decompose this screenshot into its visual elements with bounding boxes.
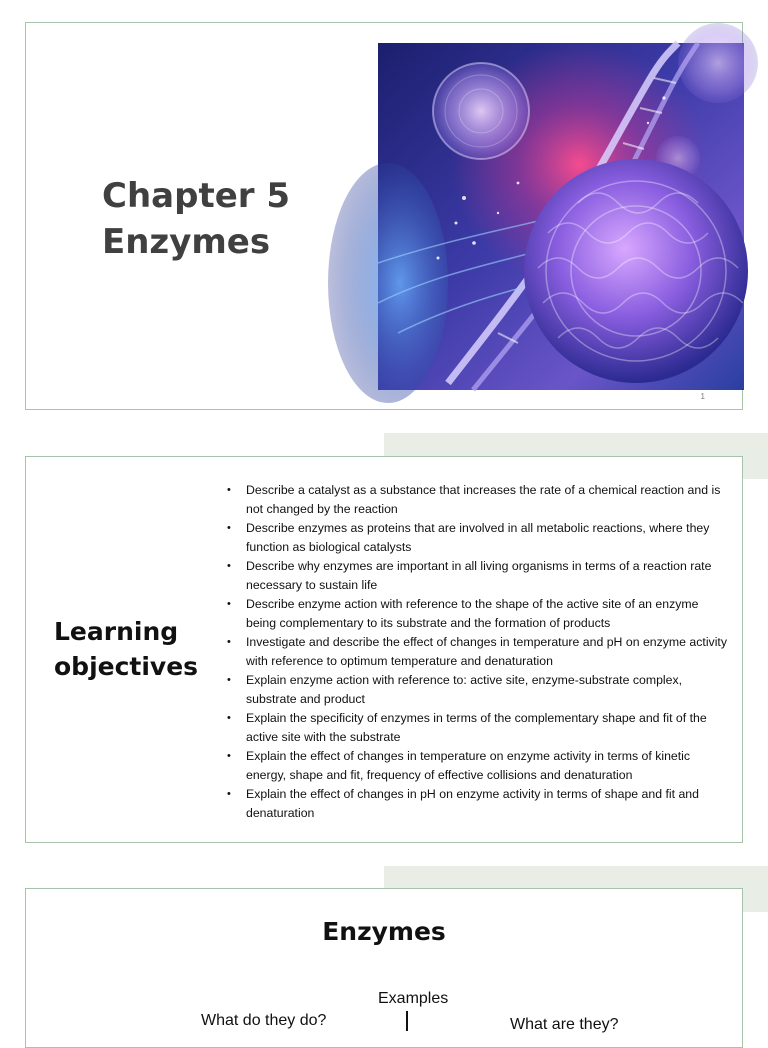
slide-learning-objectives [25,456,743,843]
learning-objectives-heading [54,614,198,684]
objective-item: • Explain the effect of changes in temperature on enzyme activity in terms of kinetic energy, shape and fit, frequency of effective collisions and denaturation [227,747,727,785]
objective-item: • Explain the effect of changes in pH on enzyme activity in terms of shape and fit and denaturation [227,785,727,823]
enzymes-title: Enzymes [322,917,446,946]
objective-item: • Explain the specificity of enzymes in terms of the complementary shape and fit of the active site with the substrate [227,709,727,747]
objective-item: • Investigate and describe the effect of changes in temperature and pH on enzyme activity with reference to optimum temperature and denaturation [227,633,727,671]
objective-item: • Describe why enzymes are important in all living organisms in terms of a reaction rate necessary to sustain life [227,557,727,595]
objective-item: • Explain enzyme action with reference to: active site, enzyme-substrate complex, substrate and product [227,671,727,709]
chapter-title-line1: Chapter 5 [102,176,291,216]
heading-line2: objectives [54,652,199,681]
connector-line [406,1011,408,1031]
heading-line1: Learning [54,617,179,646]
slide-enzymes [25,888,743,1048]
what-do-they-do-label: What do they do? [201,1012,327,1029]
dna-cell-image [378,43,744,390]
chapter-title-line2: Enzymes [102,222,271,262]
objective-item: • Describe enzyme action with reference to the shape of the active site of an enzyme being complementary to its substrate and the formation of products [227,595,727,633]
slide-title [25,22,743,410]
objective-item: • Describe enzymes as proteins that are involved in all metabolic reactions, where they function as biological catalysts [227,519,727,557]
chapter-title [102,173,290,265]
page-number: 1 [700,392,705,401]
objectives-list [227,481,727,823]
what-are-they-label: What are they? [510,1016,619,1033]
objective-item: • Describe a catalyst as a substance that increases the rate of a chemical reaction and is not changed by the reaction [227,481,727,519]
examples-label: Examples [378,990,449,1007]
